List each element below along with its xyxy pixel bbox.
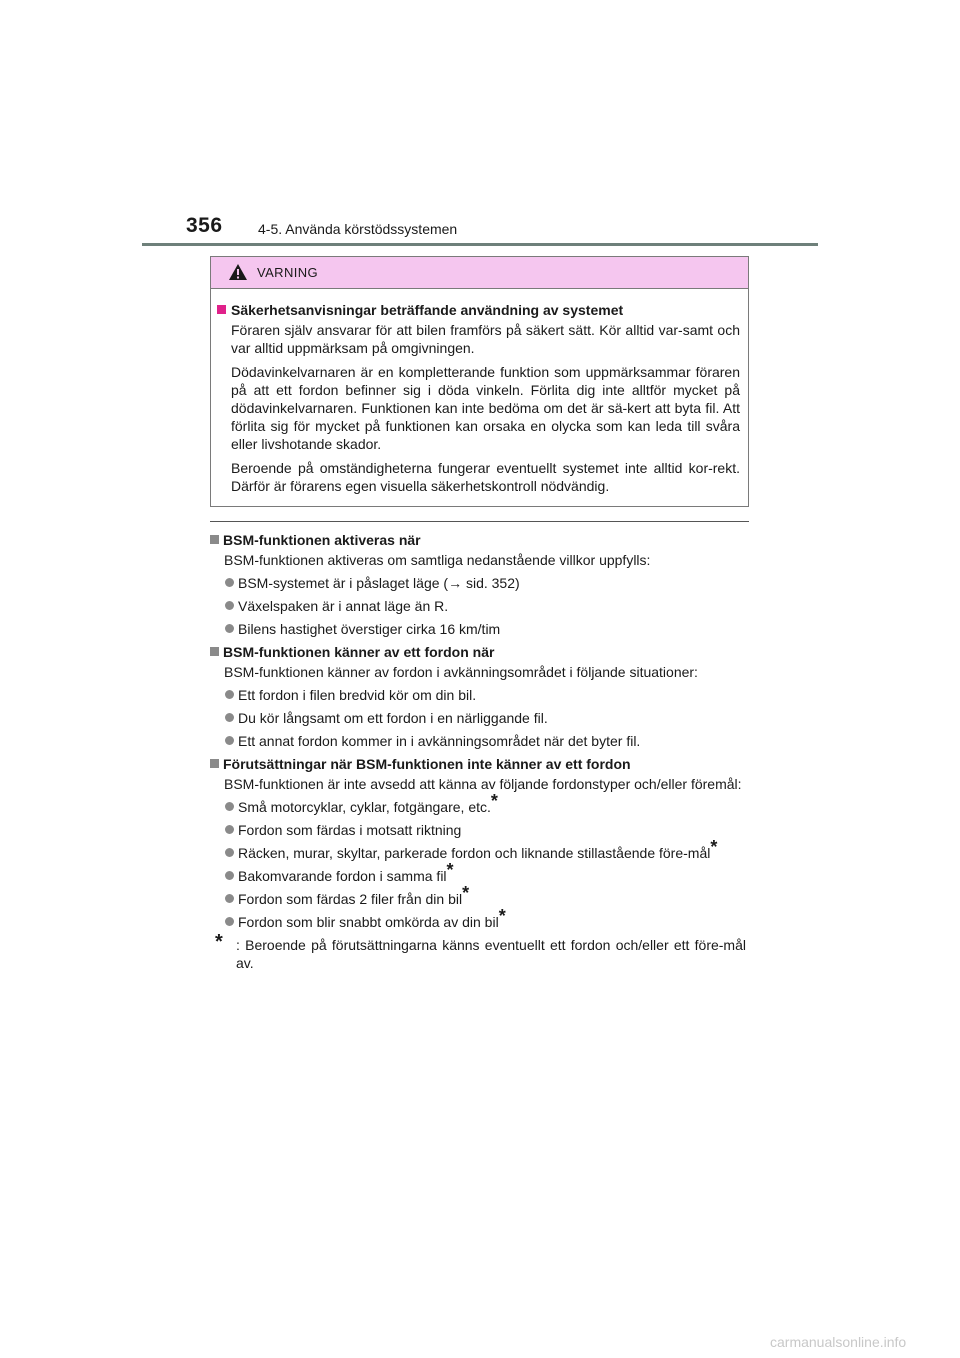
main-content: [210, 528, 746, 972]
footnote-marker: *: [215, 931, 223, 953]
list-item: [210, 860, 746, 885]
list-item-text: BSM-systemet är i påslaget läge (→ sid. 352): [238, 575, 520, 591]
warning-heading-text: Säkerhetsanvisningar beträffande användning av systemet: [231, 302, 624, 318]
round-bullet-icon: [225, 871, 234, 880]
round-bullet-icon: [225, 825, 234, 834]
round-bullet-icon: [225, 690, 234, 699]
asterisk-marker: *: [462, 883, 470, 903]
section-heading-text: BSM-funktionen aktiveras när: [223, 532, 421, 548]
list-item: [210, 574, 746, 592]
list-item-text: Räcken, murar, skyltar, parkerade fordon och liknande stillastående före-mål: [238, 845, 711, 861]
section-heading: [210, 755, 746, 773]
footnote-text: : Beroende på förutsättningarna känns eventuellt ett fordon och/eller ett före-mål av.: [236, 937, 746, 971]
asterisk-marker: *: [498, 906, 506, 926]
list-item-text: Bilens hastighet överstiger cirka 16 km/tim: [238, 621, 501, 637]
round-bullet-icon: [225, 848, 234, 857]
section-heading: [210, 531, 746, 549]
warning-label: VARNING: [257, 265, 319, 280]
asterisk-marker: *: [710, 837, 718, 857]
list-item: [210, 883, 746, 908]
warning-triangle-icon: [228, 263, 248, 281]
round-bullet-icon: [225, 624, 234, 633]
list-item-text: Små motorcyklar, cyklar, fotgängare, etc.: [238, 799, 491, 815]
list-item: [210, 906, 746, 931]
warning-paragraph: Föraren själv ansvarar för att bilen framförs på säkert sätt. Kör alltid var-samt och var alltid uppmärksam på omgivningen.: [231, 322, 740, 356]
list-item-text: Du kör långsamt om ett fordon i en närliggande fil.: [238, 710, 548, 726]
warning-paragraph: Dödavinkelvarnaren är en kompletterande funktion som uppmärksammar föraren på att ett fordon befinner sig i döda vinkeln. Förlita dig inte alltför mycket på dödavinkelvarnaren. Funktionen kan inte bedöma om det är sä-kert att byta fil. Att förlita sig för mycket på funktionen kan orsaka en olycka som kan leda till svåra eller livshotande skador.: [231, 364, 740, 452]
list-item: [210, 837, 746, 862]
header-rule: [142, 243, 818, 246]
square-bullet-icon: [210, 647, 219, 656]
list-item: [210, 686, 746, 704]
warning-box: [210, 256, 749, 507]
list-item: [210, 791, 746, 816]
asterisk-marker: *: [446, 860, 454, 880]
list-item-text: Ett fordon i filen bredvid kör om din bil.: [238, 687, 477, 703]
square-bullet-icon: [210, 759, 219, 768]
section-title: 4-5. Använda körstödssystemen: [258, 221, 458, 237]
footnote: [210, 931, 746, 972]
list-item: [210, 620, 746, 638]
round-bullet-icon: [225, 601, 234, 610]
list-item-text: Fordon som färdas 2 filer från din bil: [238, 891, 463, 907]
list-item: [210, 597, 746, 615]
square-bullet-icon: [210, 535, 219, 544]
page-number: 356: [186, 214, 223, 237]
list-item-text: Bakomvarande fordon i samma fil: [238, 868, 447, 884]
list-item: [210, 732, 746, 750]
warning-body: [211, 289, 748, 495]
asterisk-marker: *: [490, 791, 498, 811]
list-item-text: Växelspaken är i annat läge än R.: [238, 598, 449, 614]
round-bullet-icon: [225, 802, 234, 811]
square-bullet-icon: [217, 305, 226, 314]
section-intro: BSM-funktionen är inte avsedd att känna av följande fordonstyper och/eller föremål:: [224, 776, 742, 792]
page-header: [0, 0, 960, 250]
section-heading: [210, 643, 746, 661]
section-intro: BSM-funktionen aktiveras om samtliga nedanstående villkor uppfylls:: [224, 552, 651, 568]
warning-header: [211, 257, 748, 289]
warning-heading: [217, 301, 740, 319]
list-item-text: Fordon som färdas i motsatt riktning: [238, 822, 462, 838]
round-bullet-icon: [225, 917, 234, 926]
section-intro: BSM-funktionen känner av fordon i avkänningsområdet i följande situationer:: [224, 664, 698, 680]
round-bullet-icon: [225, 713, 234, 722]
section-divider: [210, 521, 749, 522]
round-bullet-icon: [225, 578, 234, 587]
list-item-text: Ett annat fordon kommer in i avkänningsområdet när det byter fil.: [238, 733, 641, 749]
round-bullet-icon: [225, 736, 234, 745]
section-heading-text: BSM-funktionen känner av ett fordon när: [223, 644, 495, 660]
list-item: [210, 709, 746, 727]
round-bullet-icon: [225, 894, 234, 903]
section-heading-text: Förutsättningar när BSM-funktionen inte känner av ett fordon: [223, 756, 631, 772]
list-item-text: Fordon som blir snabbt omkörda av din bil: [238, 914, 499, 930]
list-item: [210, 821, 746, 839]
watermark: carmanualsonline.info: [770, 1334, 907, 1350]
warning-paragraph: Beroende på omständigheterna fungerar eventuellt systemet inte alltid kor-rekt. Därför är förarens egen visuella säkerhetskontroll nödvändig.: [231, 460, 740, 494]
